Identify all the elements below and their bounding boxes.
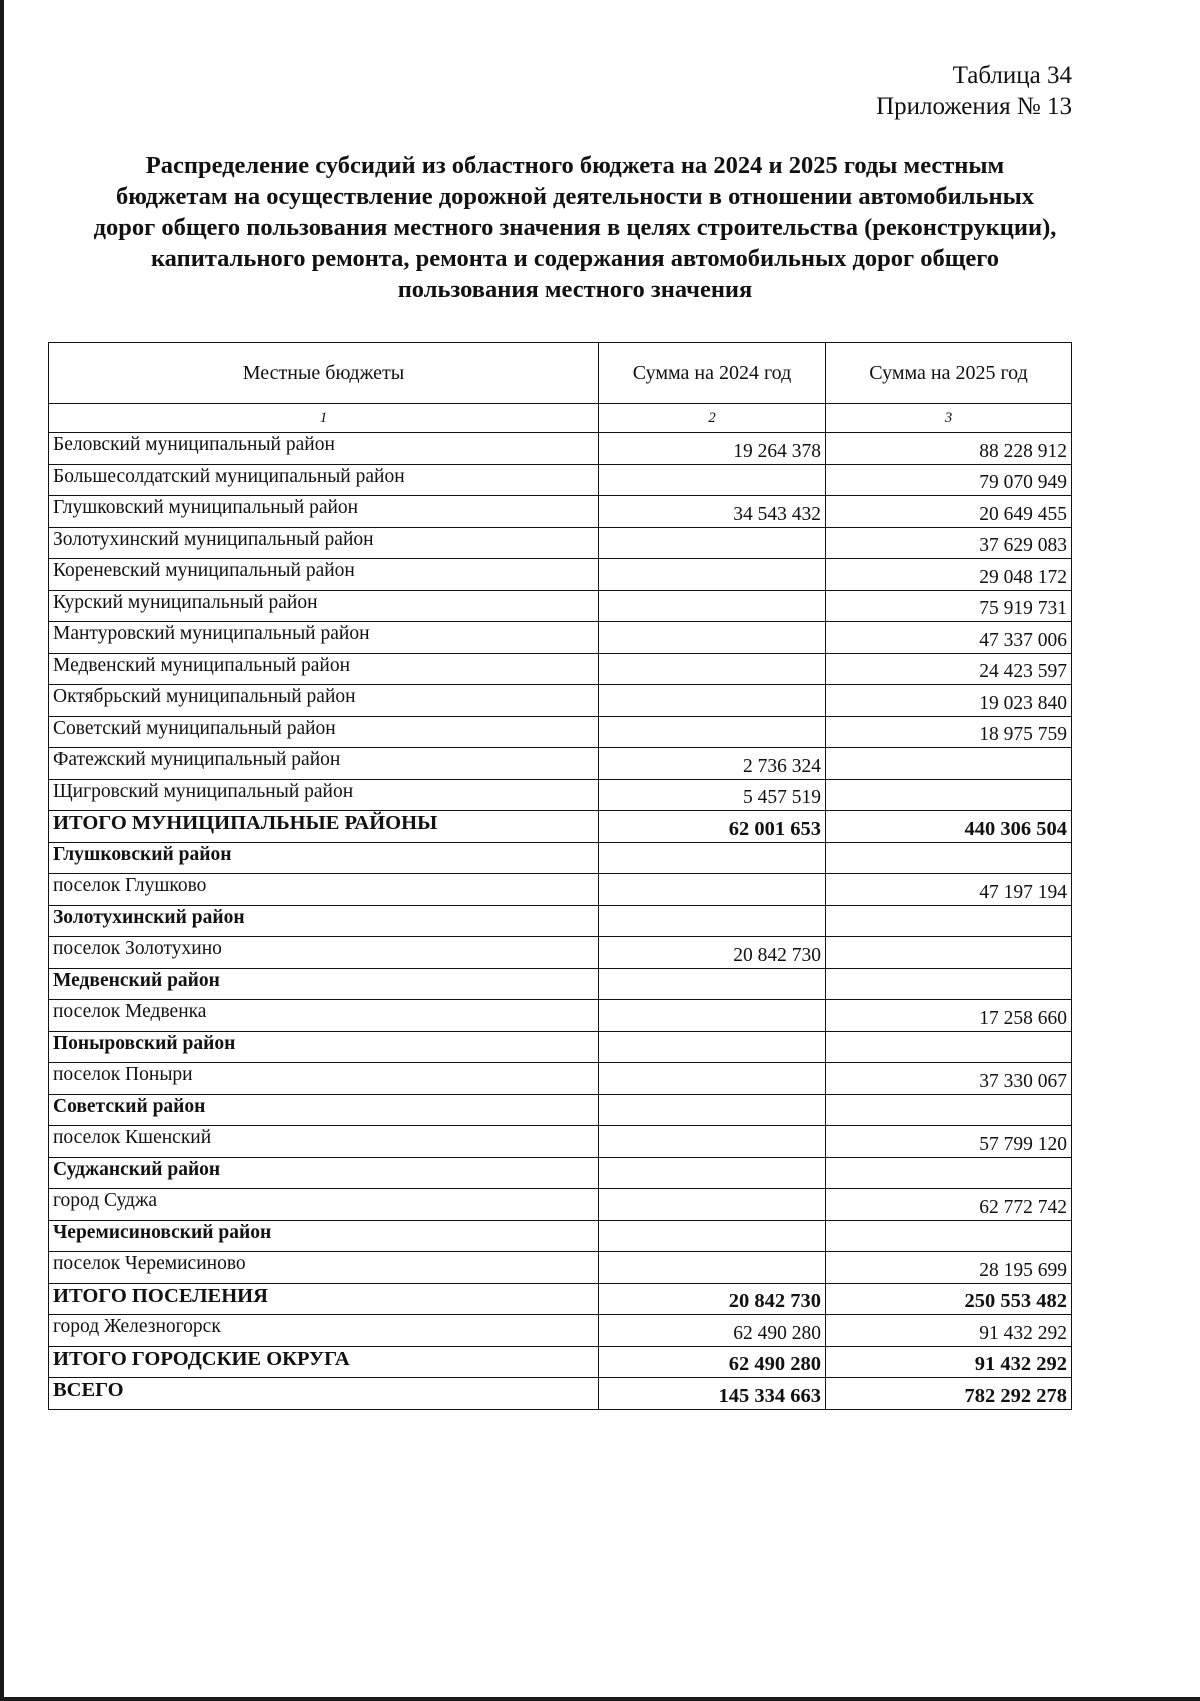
budget-name-cell: ВСЕГО <box>49 1378 599 1410</box>
budget-name-cell: Фатежский муниципальный район <box>49 748 599 780</box>
sum-2024-cell <box>599 1063 826 1095</box>
sum-2024-cell <box>599 653 826 685</box>
sum-2025-cell <box>826 1094 1072 1126</box>
sum-2025-cell: 47 197 194 <box>826 874 1072 906</box>
budget-name-cell: поселок Глушково <box>49 874 599 906</box>
table-row <box>49 748 1072 780</box>
header-sum-2024: Сумма на 2024 год <box>599 343 826 404</box>
sum-2024-cell: 20 842 730 <box>599 1283 826 1315</box>
sum-2024-cell <box>599 968 826 1000</box>
column-number-row <box>49 404 1072 433</box>
sum-2025-cell: 75 919 731 <box>826 590 1072 622</box>
sum-2024-cell <box>599 622 826 654</box>
sum-2024-cell <box>599 1157 826 1189</box>
sum-2024-cell: 19 264 378 <box>599 433 826 465</box>
sum-2024-cell: 20 842 730 <box>599 937 826 969</box>
sum-2025-cell: 18 975 759 <box>826 716 1072 748</box>
table-row <box>49 874 1072 906</box>
sum-2025-cell <box>826 842 1072 874</box>
sum-2024-cell: 34 543 432 <box>599 496 826 528</box>
sum-2024-cell <box>599 464 826 496</box>
title-line: Распределение субсидий из областного бюджета на 2024 и 2025 годы местным <box>145 152 1005 179</box>
title-line: капитального ремонта, ремонта и содержания автомобильных дорог общего <box>150 245 1000 272</box>
sum-2024-cell <box>599 527 826 559</box>
sum-2025-cell: 57 799 120 <box>826 1126 1072 1158</box>
sum-2025-cell <box>826 905 1072 937</box>
budget-name-cell: Медвенский район <box>49 968 599 1000</box>
column-number: 1 <box>49 404 599 433</box>
budget-name-cell: поселок Кшенский <box>49 1126 599 1158</box>
sum-2024-cell <box>599 1094 826 1126</box>
subsidy-table <box>48 342 1072 1410</box>
budget-name-cell: Глушковский район <box>49 842 599 874</box>
sum-2024-cell: 145 334 663 <box>599 1378 826 1410</box>
sum-2025-cell: 47 337 006 <box>826 622 1072 654</box>
sum-2025-cell: 62 772 742 <box>826 1189 1072 1221</box>
budget-name-cell: поселок Золотухино <box>49 937 599 969</box>
header-sum-2025: Сумма на 2025 год <box>826 343 1072 404</box>
sum-2025-cell <box>826 1220 1072 1252</box>
budget-name-cell: поселок Поныри <box>49 1063 599 1095</box>
table-reference <box>876 60 1072 122</box>
sum-2024-cell: 5 457 519 <box>599 779 826 811</box>
title-line: пользования местного значения <box>397 276 753 303</box>
sum-2025-cell <box>826 937 1072 969</box>
budget-name-cell: Беловский муниципальный район <box>49 433 599 465</box>
sum-2024-cell <box>599 1220 826 1252</box>
sum-2024-cell <box>599 590 826 622</box>
sum-2024-cell <box>599 874 826 906</box>
budget-name-cell: Курский муниципальный район <box>49 590 599 622</box>
sum-2024-cell: 62 490 280 <box>599 1315 826 1347</box>
sum-2024-cell <box>599 1126 826 1158</box>
table-number: Таблица 34 <box>952 62 1072 89</box>
group-header-row <box>49 1157 1072 1189</box>
sum-2025-cell: 17 258 660 <box>826 1000 1072 1032</box>
scan-border-left <box>0 0 4 1701</box>
table-row <box>49 716 1072 748</box>
budget-name-cell: Щигровский муниципальный район <box>49 779 599 811</box>
group-header-row <box>49 905 1072 937</box>
table-row <box>49 527 1072 559</box>
sum-2025-cell <box>826 779 1072 811</box>
sum-2024-cell <box>599 559 826 591</box>
table-row <box>49 590 1072 622</box>
table-row <box>49 622 1072 654</box>
table-row <box>49 1126 1072 1158</box>
group-header-row <box>49 1220 1072 1252</box>
budget-name-cell: Золотухинский муниципальный район <box>49 527 599 559</box>
sum-2025-cell <box>826 1157 1072 1189</box>
group-header-row <box>49 1031 1072 1063</box>
title-line: бюджетам на осуществление дорожной деятельности в отношении автомобильных <box>116 183 1034 210</box>
sum-2024-cell <box>599 1189 826 1221</box>
sum-2025-cell: 20 649 455 <box>826 496 1072 528</box>
column-number: 2 <box>599 404 826 433</box>
sum-2024-cell <box>599 685 826 717</box>
total-row <box>49 1378 1072 1410</box>
table-row <box>49 653 1072 685</box>
sum-2025-cell: 91 432 292 <box>826 1346 1072 1378</box>
sum-2024-cell: 62 490 280 <box>599 1346 826 1378</box>
sum-2025-cell: 37 330 067 <box>826 1063 1072 1095</box>
document-title <box>60 150 1090 305</box>
sum-2025-cell: 24 423 597 <box>826 653 1072 685</box>
table-row <box>49 559 1072 591</box>
budget-name-cell: Суджанский район <box>49 1157 599 1189</box>
budget-name-cell: поселок Черемисиново <box>49 1252 599 1284</box>
sum-2025-cell: 91 432 292 <box>826 1315 1072 1347</box>
table-row <box>49 433 1072 465</box>
table-row <box>49 1063 1072 1095</box>
budget-name-cell: город Суджа <box>49 1189 599 1221</box>
table-row <box>49 1315 1072 1347</box>
sum-2025-cell <box>826 748 1072 780</box>
sum-2025-cell: 37 629 083 <box>826 527 1072 559</box>
budget-name-cell: Октябрьский муниципальный район <box>49 685 599 717</box>
budget-name-cell: Мантуровский муниципальный район <box>49 622 599 654</box>
budget-name-cell: Черемисиновский район <box>49 1220 599 1252</box>
table-row <box>49 685 1072 717</box>
budget-name-cell: поселок Медвенка <box>49 1000 599 1032</box>
total-row <box>49 1283 1072 1315</box>
budget-name-cell: Золотухинский район <box>49 905 599 937</box>
table-row <box>49 496 1072 528</box>
sum-2025-cell: 250 553 482 <box>826 1283 1072 1315</box>
sum-2024-cell <box>599 1031 826 1063</box>
column-number: 3 <box>826 404 1072 433</box>
sum-2025-cell <box>826 968 1072 1000</box>
sum-2024-cell <box>599 905 826 937</box>
budget-name-cell: Большесолдатский муниципальный район <box>49 464 599 496</box>
sum-2024-cell: 2 736 324 <box>599 748 826 780</box>
table-header-row <box>49 343 1072 404</box>
scan-border-bottom <box>0 1697 1200 1701</box>
group-header-row <box>49 968 1072 1000</box>
budget-name-cell: ИТОГО ПОСЕЛЕНИЯ <box>49 1283 599 1315</box>
title-line: дорог общего пользования местного значения в целях строительства (реконструкции), <box>93 214 1057 241</box>
appendix-number: Приложения № 13 <box>876 93 1072 120</box>
table-row <box>49 464 1072 496</box>
sum-2025-cell: 440 306 504 <box>826 811 1072 843</box>
total-row <box>49 811 1072 843</box>
budget-name-cell: Поныровский район <box>49 1031 599 1063</box>
budget-name-cell: Советский район <box>49 1094 599 1126</box>
total-row <box>49 1346 1072 1378</box>
sum-2024-cell: 62 001 653 <box>599 811 826 843</box>
sum-2024-cell <box>599 716 826 748</box>
budget-name-cell: Кореневский муниципальный район <box>49 559 599 591</box>
budget-name-cell: Глушковский муниципальный район <box>49 496 599 528</box>
sum-2025-cell: 782 292 278 <box>826 1378 1072 1410</box>
table-row <box>49 1189 1072 1221</box>
sum-2025-cell <box>826 1031 1072 1063</box>
sum-2025-cell: 29 048 172 <box>826 559 1072 591</box>
sum-2025-cell: 19 023 840 <box>826 685 1072 717</box>
sum-2024-cell <box>599 1252 826 1284</box>
budget-name-cell: Медвенский муниципальный район <box>49 653 599 685</box>
sum-2025-cell: 28 195 699 <box>826 1252 1072 1284</box>
budget-name-cell: ИТОГО МУНИЦИПАЛЬНЫЕ РАЙОНЫ <box>49 811 599 843</box>
sum-2024-cell <box>599 842 826 874</box>
budget-name-cell: город Железногорск <box>49 1315 599 1347</box>
group-header-row <box>49 1094 1072 1126</box>
budget-name-cell: Советский муниципальный район <box>49 716 599 748</box>
sum-2024-cell <box>599 1000 826 1032</box>
table-row <box>49 1252 1072 1284</box>
group-header-row <box>49 842 1072 874</box>
sum-2025-cell: 79 070 949 <box>826 464 1072 496</box>
table-row <box>49 937 1072 969</box>
sum-2025-cell: 88 228 912 <box>826 433 1072 465</box>
header-local-budgets: Местные бюджеты <box>49 343 599 404</box>
table-row <box>49 779 1072 811</box>
table-row <box>49 1000 1072 1032</box>
budget-name-cell: ИТОГО ГОРОДСКИЕ ОКРУГА <box>49 1346 599 1378</box>
